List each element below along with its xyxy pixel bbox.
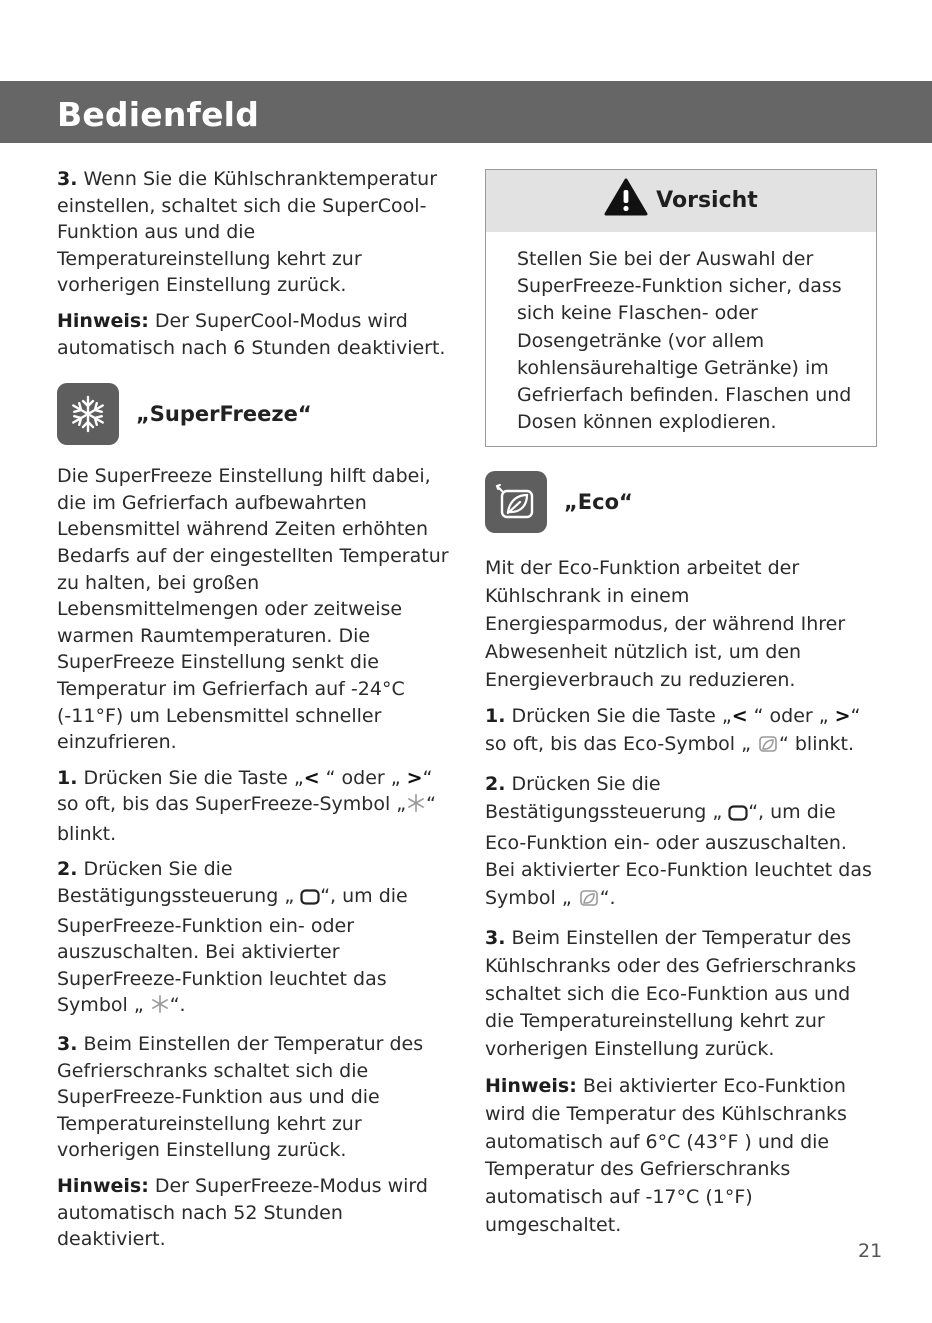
supercool-note: Hinweis: Der SuperCool-Modus wird automatisch nach 6 Stunden deaktiviert. [57, 309, 446, 359]
superfreeze-note: Hinweis: Der SuperFreeze-Modus wird automatisch nach 52 Stunden deaktiviert. [57, 1175, 428, 1251]
page-number: 21 [858, 1240, 883, 1262]
snowflake-icon [406, 793, 426, 821]
left-column [57, 166, 457, 1262]
eco-leaf-icon [578, 887, 600, 916]
superfreeze-step-2: 2. Drücken Sie die Bestätigungssteuerung „ “, um die SuperFreeze-Funktion ein- oder auszuschalten. Bei aktivierter SuperFreeze-Funktion leuchtet das Symbol „ “. [57, 856, 457, 1022]
eco-title: „Eco“ [564, 490, 633, 515]
right-arrow-key: > [834, 705, 851, 728]
warning-icon [604, 178, 648, 224]
superfreeze-intro: Die SuperFreeze Einstellung hilft dabei, die im Gefrierfach aufbewahrten Lebensmittel während Zeiten erhöhten Bedarfs auf der eingestellten Temperatur zu halten, bei großen Lebensmittelmengen oder zeitweise warmen Raumtemperaturen. Die SuperFreeze Einstellung senkt die Temperatur im Gefrierfach auf -24°C (-11°F) um Lebensmittel schneller einzufrieren. [57, 465, 449, 754]
caution-header [486, 170, 876, 232]
eco-leaf-icon [485, 471, 547, 533]
confirm-button-icon [300, 886, 320, 913]
eco-step-3: 3. Beim Einstellen der Temperatur des Kühlschranks oder des Gefrierschranks schaltet sich die Eco-Funktion aus und die Temperatureinstellung kehrt zur vorherigen Einstellung zurück. [485, 926, 857, 1061]
eco-leaf-icon [757, 733, 779, 762]
eco-step-1: 1. Drücken Sie die Taste „< “ oder „ >“ so oft, bis das Eco-Symbol „ “ blinkt. [485, 703, 877, 762]
superfreeze-heading [57, 383, 457, 445]
page-header [0, 81, 932, 143]
eco-note: Hinweis: Bei aktivierter Eco-Funktion wird die Temperatur des Kühlschranks automatisch auf 6°C (43°F ) und die Temperatur des Gefrierschranks automatisch auf -17°C (1°F) umgeschaltet. [485, 1074, 847, 1236]
left-arrow-key: < [303, 766, 320, 789]
caution-box [485, 169, 877, 447]
caution-title: Vorsicht [656, 187, 758, 213]
superfreeze-step-3: 3. Beim Einstellen der Temperatur des Gefrierschranks schaltet sich die SuperFreeze-Funktion aus und die Temperatureinstellung kehrt zur vorherigen Einstellung zurück. [57, 1033, 424, 1162]
superfreeze-title: „SuperFreeze“ [136, 401, 312, 426]
snowflake-icon [57, 383, 119, 445]
page-title: Bedienfeld [57, 95, 260, 134]
left-arrow-key: < [731, 705, 748, 728]
right-column [485, 169, 877, 1249]
eco-step-2: 2. Drücken Sie die Bestätigungssteuerung „ “, um die Eco-Funktion ein- oder auszuschalten. Bei aktivierter Eco-Funktion leuchtet das Symbol „ “. [485, 771, 877, 916]
confirm-button-icon [728, 802, 748, 830]
superfreeze-step-1: 1. Drücken Sie die Taste „< “ oder „ >“ so oft, bis das SuperFreeze-Symbol „ “ blinkt. [57, 766, 436, 845]
right-arrow-key: > [406, 766, 423, 789]
eco-heading [485, 471, 877, 533]
snowflake-icon [150, 994, 170, 1022]
supercool-step-3: 3. Wenn Sie die Kühlschranktemperatur einstellen, schaltet sich die SuperCool-Funktion aus und die Temperatureinstellung kehrt zur vorherigen Einstellung zurück. [57, 168, 438, 297]
eco-intro: Mit der Eco-Funktion arbeitet der Kühlschrank in einem Energiesparmodus, der während Ihrer Abwesenheit nützlich ist, um den Energieverbrauch zu reduzieren. [485, 557, 846, 691]
caution-text: Stellen Sie bei der Auswahl der SuperFreeze-Funktion sicher, dass sich keine Flaschen- oder Dosengetränke (vor allem kohlensäurehaltige Getränke) im Gefrierfach befinden. Flaschen und Dosen können explodieren. [517, 248, 852, 434]
